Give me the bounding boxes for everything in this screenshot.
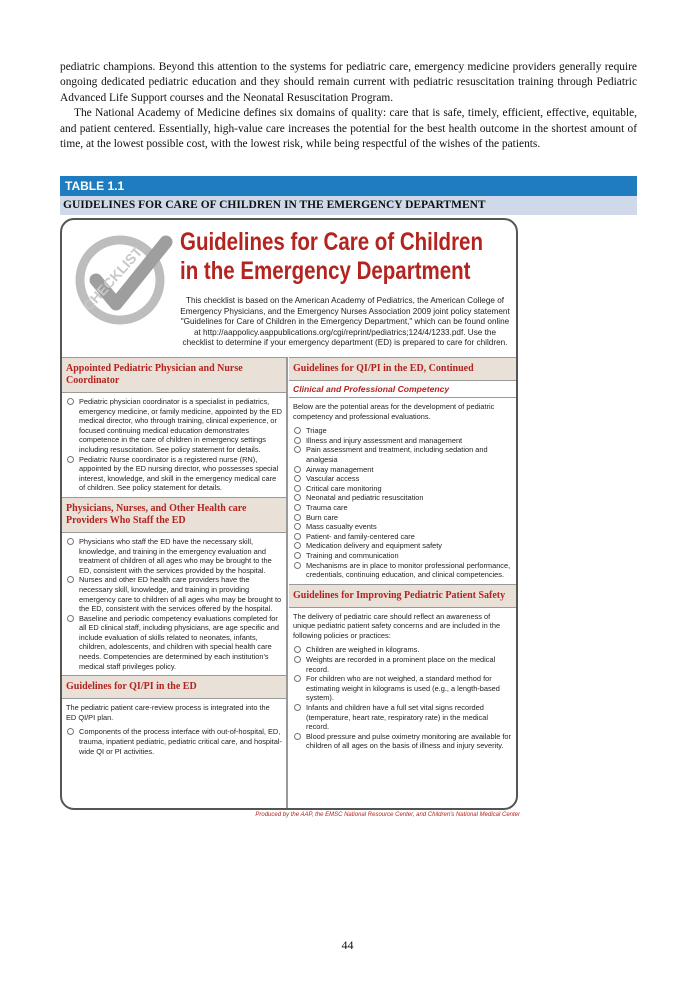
checkbox-icon[interactable]: [294, 485, 301, 492]
checkbox-icon[interactable]: [294, 504, 301, 511]
checkmark-stamp-icon: [62, 220, 182, 340]
checklist-item: Training and communication: [293, 551, 512, 561]
poster-title-line-1: Guidelines for Care of Children: [180, 228, 483, 256]
safety-list: [293, 645, 512, 751]
checklist-item: Infants and children have a full set vital signs recorded (temperature, heart rate, respiratory rate) in the medical record.: [293, 703, 512, 732]
checkbox-icon[interactable]: [294, 494, 301, 501]
checkbox-icon[interactable]: [67, 728, 74, 735]
checkbox-icon[interactable]: [294, 733, 301, 740]
checkbox-icon[interactable]: [294, 427, 301, 434]
checklist-item: Illness and injury assessment and management: [293, 436, 512, 446]
coordinator-list: [66, 397, 282, 493]
checkbox-icon[interactable]: [294, 437, 301, 444]
poster-title: [180, 228, 483, 286]
section-qipi-continued-heading: Guidelines for QI/PI in the ED, Continued: [289, 357, 516, 381]
section-staff-heading: Physicians, Nurses, and Other Health care Providers Who Staff the ED: [62, 497, 286, 533]
poster-title-line-2: in the Emergency Department: [180, 257, 471, 285]
section-staff-body: [62, 533, 286, 675]
checklist-item: Pain assessment and treatment, including sedation and analgesia: [293, 445, 512, 464]
intro-paragraph-2: The National Academy of Medicine defines six domains of quality: care that is safe, timely, efficient, effective, equitable, and patient centered. Essentially, high-value care increases the potential for the best health outcome in the shortest amount of time, at the lowest possible cost, with the lowest risk, while being respectful of the wishes of the patients.: [60, 107, 637, 151]
section-competency-subheading: Clinical and Professional Competency: [289, 381, 516, 398]
section-coordinator-body: [62, 393, 286, 497]
section-safety-body: [289, 608, 516, 755]
checklist-item: For children who are not weighed, a standard method for estimating weight in kilograms is used (e.g., a length-based system).: [293, 674, 512, 703]
intro-paragraph-1: pediatric champions. Beyond this attention to the systems for pediatric care, emergency medicine providers generally require ongoing dedicated pediatric education and they should remain current with pediatric resuscitation training through Pediatric Advanced Life Support courses and the Neonatal Resuscitation Program.: [60, 61, 637, 104]
checklist-item: Vascular access: [293, 474, 512, 484]
checklist-poster: [60, 218, 518, 810]
checklist-item: Weights are recorded in a prominent place on the medical record.: [293, 655, 512, 674]
section-safety-heading: Guidelines for Improving Pediatric Patient Safety: [289, 584, 516, 608]
checklist-item: Pediatric Nurse coordinator is a registered nurse (RN), appointed by the ED nursing director, who possesses special interest, knowledge, and skill in the emergency medical care of children. See policy statement for details.: [66, 455, 282, 493]
staff-list: [66, 537, 282, 671]
checkbox-icon[interactable]: [294, 704, 301, 711]
checkbox-icon[interactable]: [294, 552, 301, 559]
competency-list: [293, 426, 512, 580]
table-title: GUIDELINES FOR CARE OF CHILDREN IN THE EMERGENCY DEPARTMENT: [60, 196, 637, 215]
checklist-item: Burn care: [293, 513, 512, 523]
checklist-stamp-text: CHECKLIST: [79, 243, 146, 314]
checkbox-icon[interactable]: [67, 615, 74, 622]
qipi-list: [66, 727, 282, 756]
checklist-item: Nurses and other ED health care providers have the necessary skill, knowledge, and training in providing emergency care to children of all ages who may be brought to the ED, consistent with the services offered by the hospital.: [66, 575, 282, 613]
checkbox-icon[interactable]: [67, 538, 74, 545]
poster-credit: Produced by the AAP, the EMSC National Resource Center, and Children's National Medical Center: [255, 812, 520, 818]
table-label: TABLE 1.1: [60, 176, 637, 196]
safety-text: The delivery of pediatric care should reflect an awareness of unique pediatric patient safety concerns and are included in the following policies or practices:: [293, 611, 501, 640]
checkbox-icon[interactable]: [294, 446, 301, 453]
section-qipi-body: [62, 699, 286, 760]
checklist-item: Trauma care: [293, 503, 512, 513]
checklist-item: Neonatal and pediatric resuscitation: [293, 493, 512, 503]
checklist-item: Components of the process interface with out-of-hospital, ED, trauma, inpatient pediatric, pediatric critical care, and hospital-wide QI or PI activities.: [66, 727, 282, 756]
checkbox-icon[interactable]: [67, 576, 74, 583]
competency-text: Below are the potential areas for the development of pediatric competency and professional evaluations.: [293, 402, 495, 421]
checkbox-icon[interactable]: [67, 398, 74, 405]
checkbox-icon[interactable]: [294, 466, 301, 473]
checklist-item: Triage: [293, 426, 512, 436]
qipi-text: The pediatric patient care-review process is integrated into the ED QI/PI plan.: [66, 703, 270, 722]
checklist-item: Children are weighed in kilograms.: [293, 645, 512, 655]
checkbox-icon[interactable]: [294, 542, 301, 549]
checkbox-icon[interactable]: [294, 675, 301, 682]
checkbox-icon[interactable]: [294, 514, 301, 521]
checklist-item: Blood pressure and pulse oximetry monitoring are available for children of all ages on the basis of illness and injury severity.: [293, 732, 512, 751]
checkbox-icon[interactable]: [294, 523, 301, 530]
poster-intro: This checklist is based on the American Academy of Pediatrics, the American College of Emergency Physicians, and the Emergency Nurses Association 2009 joint policy statement "Guidelines for Care of Children in the Emergency Department," which can be found online at http://aappolicy.aappublications.org/cgi/reprint/pediatrics;124/4/1233.pdf. Use the checklist to determine if your emergency department (ED) is prepared to care for children.: [180, 296, 510, 348]
checkbox-icon[interactable]: [294, 646, 301, 653]
checklist-item: Physicians who staff the ED have the necessary skill, knowledge, and training in the emergency evaluation and treatment of children of all ages who may be brought to the ED, consistent with the services provided by the hospital.: [66, 537, 282, 575]
section-qipi-heading: Guidelines for QI/PI in the ED: [62, 675, 286, 699]
right-column: [289, 357, 516, 808]
checkbox-icon[interactable]: [294, 656, 301, 663]
checklist-item: Critical care monitoring: [293, 484, 512, 494]
page-number: 44: [341, 938, 354, 952]
checklist-item: Airway management: [293, 465, 512, 475]
checklist-item: Mass casualty events: [293, 522, 512, 532]
checklist-item: Medication delivery and equipment safety: [293, 541, 512, 551]
section-coordinator-heading: Appointed Pediatric Physician and Nurse Coordinator: [62, 357, 286, 393]
checkbox-icon[interactable]: [294, 562, 301, 569]
checklist-item: Patient- and family-centered care: [293, 532, 512, 542]
left-column: [62, 357, 288, 808]
checklist-item: Pediatric physician coordinator is a specialist in pediatrics, emergency medicine, or family medicine, appointed by the ED medical director, who through training, clinical experience, or focused continuing medical education demonstrates competence in the care of children in emergency settings including resuscitation. See policy statement for details.: [66, 397, 282, 455]
checkbox-icon[interactable]: [294, 475, 301, 482]
intro-text: [60, 60, 637, 152]
section-competency-body: [289, 398, 516, 584]
checkbox-icon[interactable]: [67, 456, 74, 463]
checklist-item: Baseline and periodic competency evaluations completed for all ED clinical staff, including physicians, are age specific and include evaluation of skills related to neonates, infants, children, adolescents, and children with special health care needs. Competencies are determined by each institution's medical staff privileges policy.: [66, 614, 282, 672]
checkbox-icon[interactable]: [294, 533, 301, 540]
checklist-item: Mechanisms are in place to monitor professional performance, credentials, continuing education, and clinical competencies.: [293, 561, 512, 580]
